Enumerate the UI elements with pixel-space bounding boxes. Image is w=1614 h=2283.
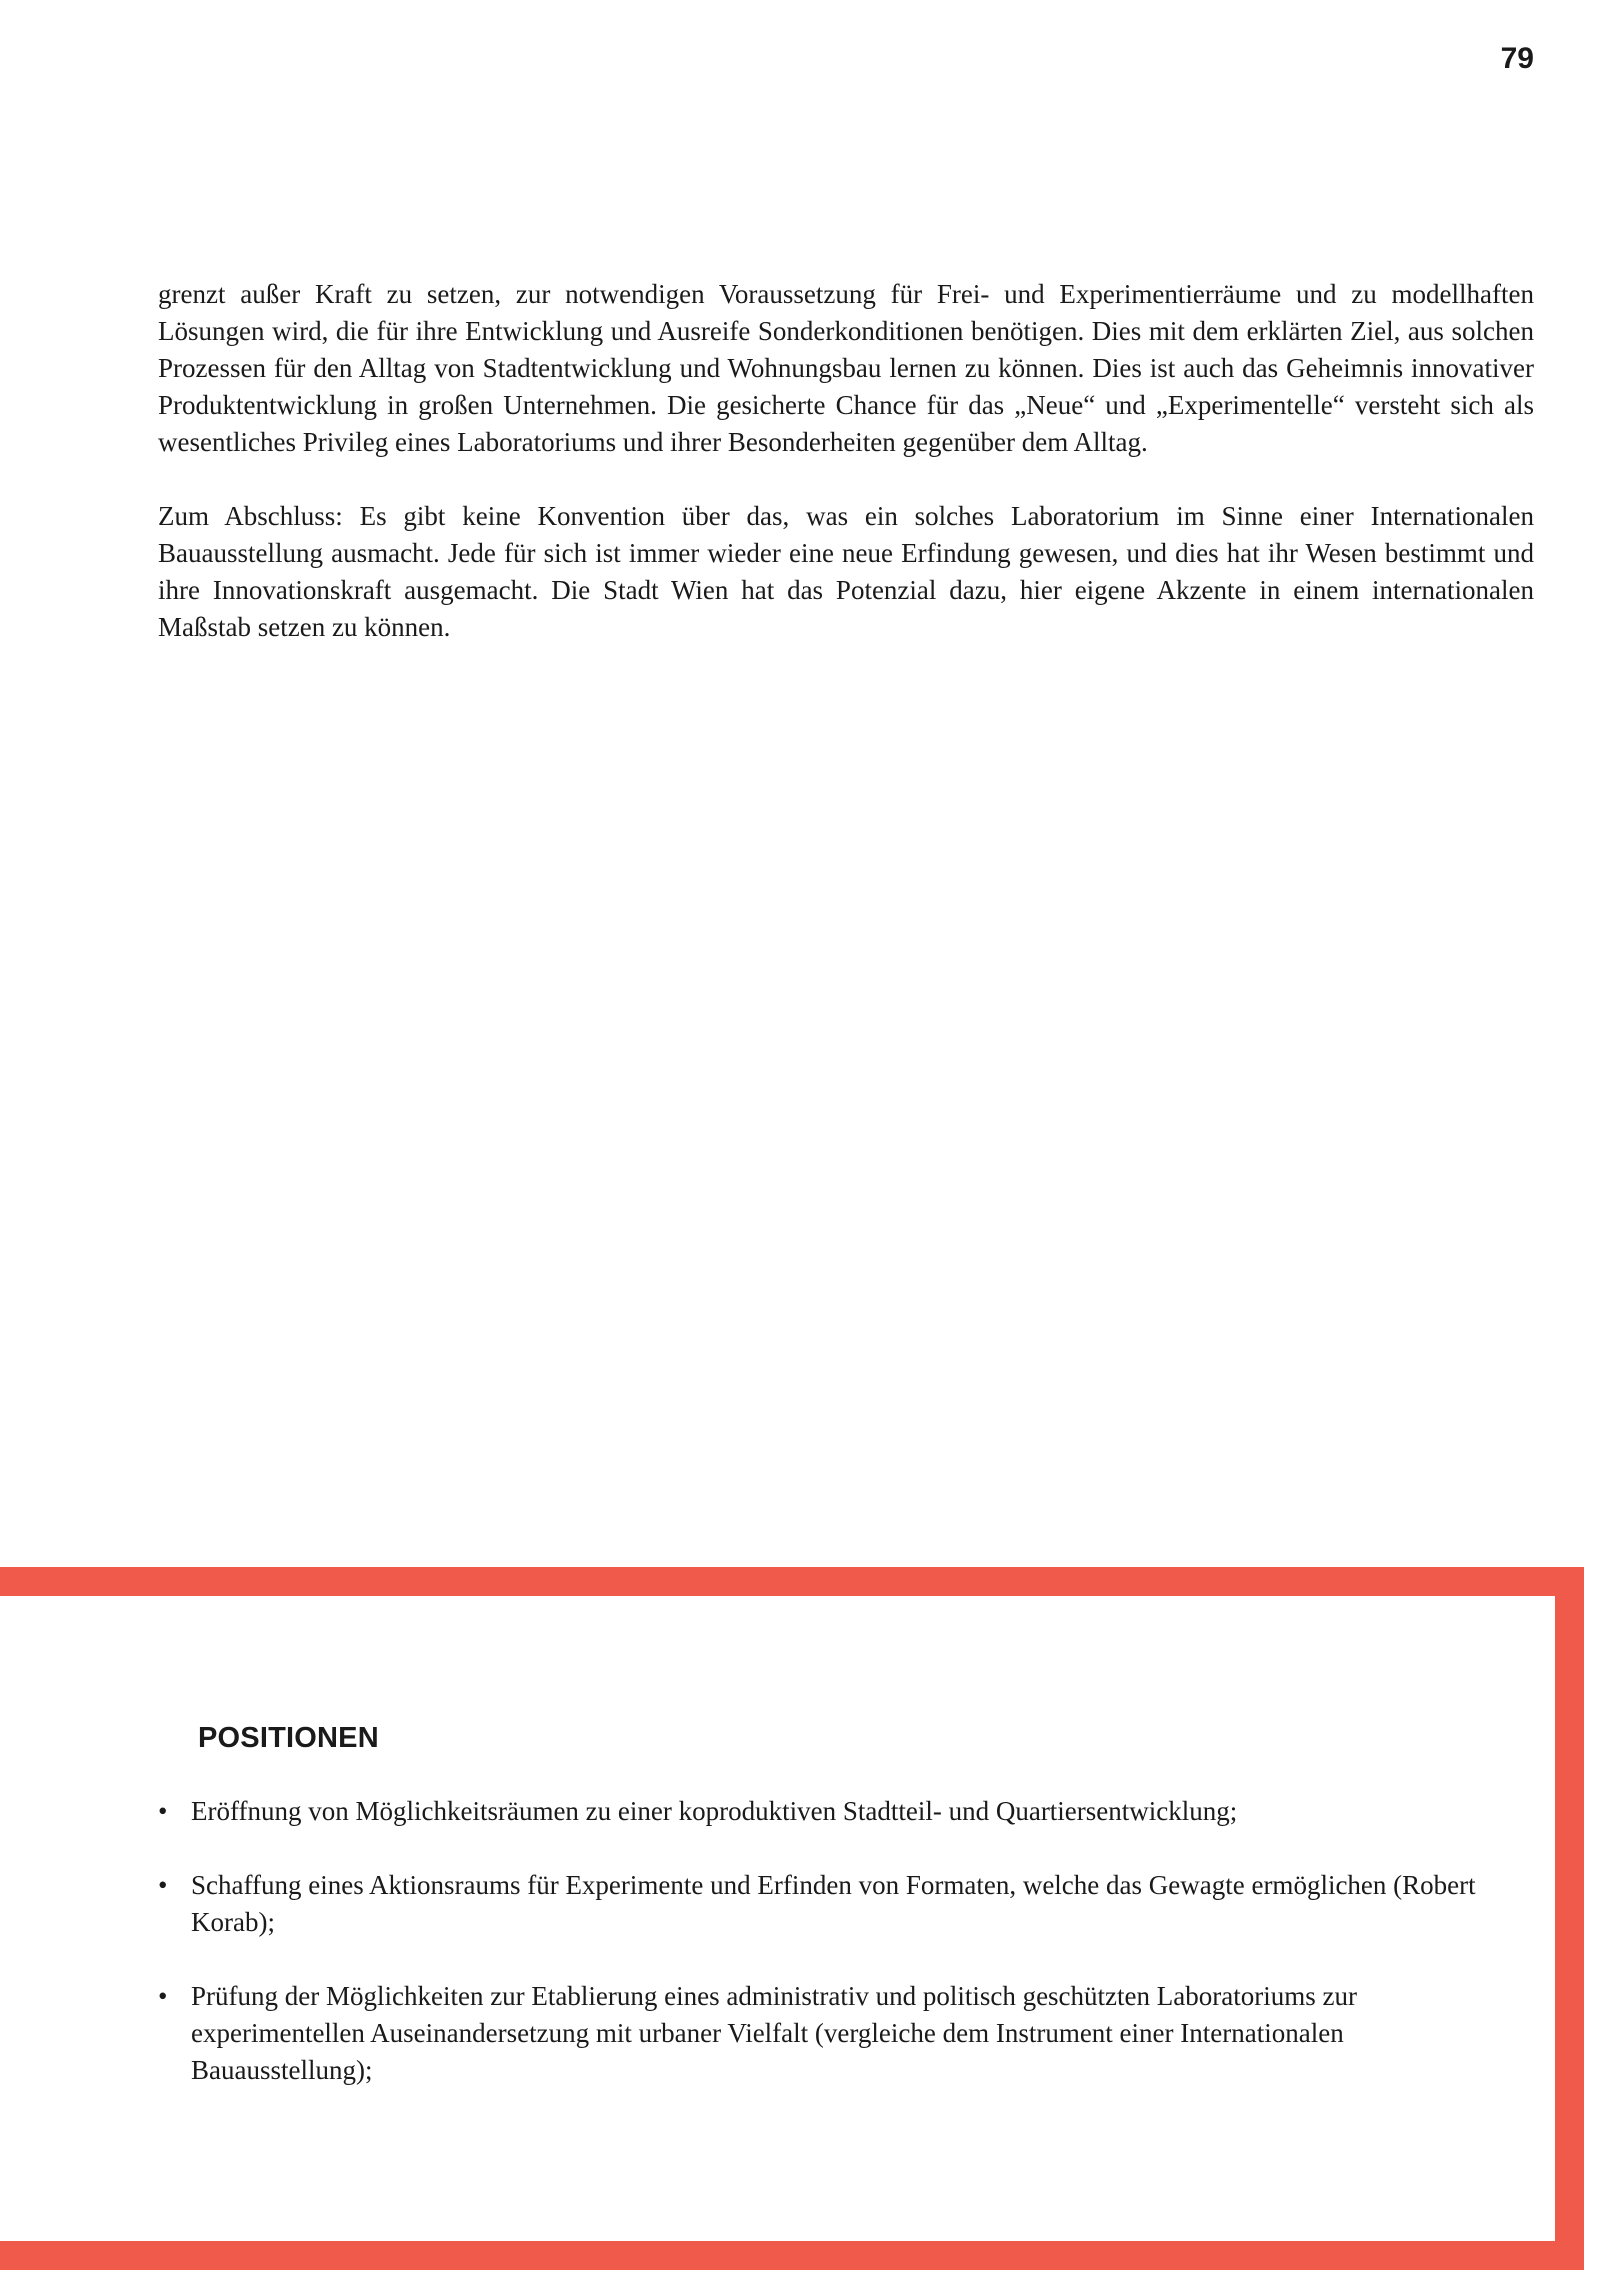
positions-list [158,1793,1518,2126]
bullet-icon: • [158,1981,168,2011]
positions-heading: POSITIONEN [198,1722,379,1754]
bullet-icon: • [158,1870,168,1900]
list-item [158,1793,1518,1830]
list-item-text: Eröffnung von Möglichkeitsräumen zu einer koproduktiven Stadtteil- und Quartiersentwicklung; [191,1796,1238,1826]
list-item-text: Schaffung eines Aktionsraums für Experimente und Erfinden von Formaten, welche das Gewagte ermöglichen (Robert Korab); [191,1870,1476,1937]
list-item [158,1867,1518,1941]
page-number: 79 [1500,42,1534,75]
list-item [158,1978,1518,2089]
paragraph: grenzt außer Kraft zu setzen, zur notwendigen Voraussetzung für Frei- und Experimentierräume und zu modellhaften Lösungen wird, die für ihre Entwicklung und Ausreife Sonderkonditionen benötigen. Dies mit dem erklärten Ziel, aus solchen Prozessen für den Alltag von Stadtentwicklung und Wohnungsbau lernen zu können. Dies ist auch das Geheimnis innovativer Produktentwicklung in großen Unternehmen. Die gesicherte Chance für das „Neue“ und „Experimentelle“ versteht sich als wesentliches Privileg eines Laboratoriums und ihrer Besonderheiten gegenüber dem Alltag. [158,279,1534,457]
list-item-text: Prüfung der Möglichkeiten zur Etablierung eines administrativ und politisch geschützten Laboratoriums zur experimentellen Auseinandersetzung mit urbaner Vielfalt (vergleiche dem Instrument einer Internationalen Bauausstellung); [191,1981,1357,2085]
bullet-icon: • [158,1796,168,1826]
paragraph: Zum Abschluss: Es gibt keine Konvention über das, was ein solches Laboratorium im Sinne einer Internationalen Bauausstellung ausmacht. Jede für sich ist immer wieder eine neue Erfindung gewesen, und dies hat ihr Wesen bestimmt und ihre Innovationskraft ausgemacht. Die Stadt Wien hat das Potenzial dazu, hier eigene Akzente in einem internationalen Maßstab setzen zu können. [158,501,1534,642]
body-text [158,276,1534,683]
